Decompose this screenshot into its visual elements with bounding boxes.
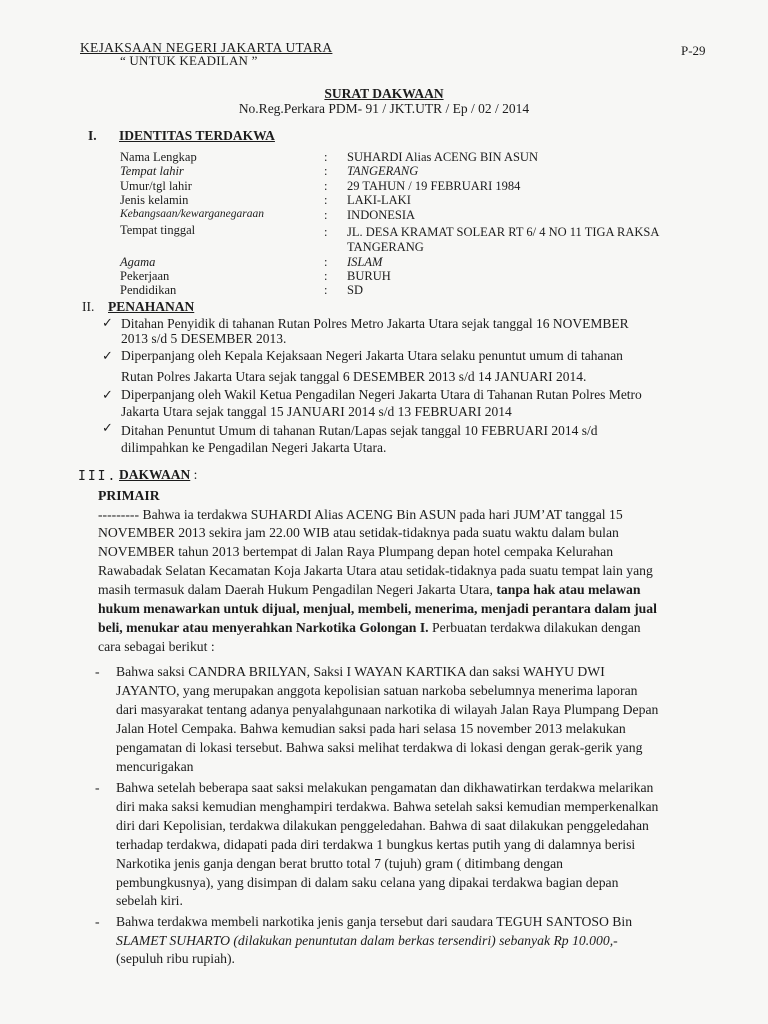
id-value-name: SUHARDI Alias ACENG BIN ASUN: [347, 150, 538, 164]
bullet-1-line-6: mencurigakan: [116, 759, 194, 774]
check-icon: ✓: [102, 420, 113, 435]
bullet-dash: -: [95, 664, 100, 679]
id-label-address: Tempat tinggal: [120, 223, 196, 237]
id-colon: :: [324, 225, 328, 239]
primair-line-1: --------- Bahwa ia terdakwa SUHARDI Alias ACENG Bin ASUN pada hari JUM’AT tanggal 15: [98, 507, 623, 522]
bullet-dash: -: [95, 914, 100, 929]
id-label-gender: Jenis kelamin: [120, 193, 189, 207]
bullet-3-line-1: Bahwa terdakwa membeli narkotika jenis ganja tersebut dari saudara TEGUH SANTOSO Bin: [116, 914, 633, 929]
id-colon: :: [324, 269, 328, 283]
bullet-dash: -: [95, 780, 100, 795]
id-label-occupation: Pekerjaan: [120, 269, 170, 283]
id-colon: :: [324, 150, 328, 164]
primair-line-5-text: masih termasuk dalam Daerah Hukum Pengadilan Negeri Jakarta Utara,: [98, 582, 493, 597]
id-colon: :: [324, 208, 328, 222]
primair-heading: PRIMAIR: [98, 488, 160, 503]
id-colon: :: [324, 179, 328, 193]
detention-item-2-line2: Rutan Polres Jakarta Utara sejak tanggal 6 DESEMBER 2013 s/d 14 JANUARI 2014.: [121, 369, 587, 384]
detention-item-3-line1: Diperpanjang oleh Wakil Ketua Pengadilan Negeri Jakarta Utara di Tahanan Rutan Polres Metro: [121, 387, 642, 402]
section-2-title: PENAHANAN: [108, 299, 195, 314]
office-name: KEJAKSAAN NEGERI JAKARTA UTARA: [80, 40, 333, 55]
bullet-2-line-2: diri maka saksi kemudian menghampiri terdakwa. Bahwa setelah saksi kemudian memperkenalkan: [116, 799, 659, 814]
section-3-heading: [119, 467, 197, 483]
bullet-3-line-3: (sepuluh ribu rupiah).: [116, 951, 235, 966]
primair-tail: Perbuatan terdakwa dilakukan dengan: [428, 620, 641, 635]
id-label-birthplace: Tempat lahir: [120, 164, 184, 178]
primair-line-7: [98, 620, 641, 636]
primair-line-3: NOVEMBER tahun 2013 bertempat di Jalan Raya Plumpang depan hotel cempaka Kelurahan: [98, 544, 614, 559]
primair-bold-a: tanpa hak atau melawan: [496, 582, 641, 597]
detention-item-2-line1: Diperpanjang oleh Kepala Kejaksaan Negeri Jakarta Utara selaku penuntut umum di tahanan: [121, 348, 623, 363]
primair-line-8: cara sebagai berikut :: [98, 639, 215, 654]
bullet-2-line-1: Bahwa setelah beberapa saat saksi melakukan pengamatan dan dikhawatirkan terdakwa melarikan: [116, 780, 654, 795]
detention-item-4-line1: Ditahan Penuntut Umum di tahanan Rutan/Lapas sejak tanggal 10 FEBRUARI 2014 s/d: [121, 423, 598, 438]
detention-item-1-line1: Ditahan Penyidik di tahanan Rutan Polres Metro Jakarta Utara sejak tanggal 16 NOVEMBER: [121, 316, 629, 331]
bullet-2-line-5: Narkotika jenis ganja dengan berat brutto total 7 (tujuh) gram ( ditimbang dengan: [116, 856, 563, 871]
detention-item-1-line2: 2013 s/d 5 DESEMBER 2013.: [121, 331, 287, 346]
bullet-1-line-4: Jalan Hotel Cempaka. Bahwa kemudian saksi pada hari selasa 15 november 2013 melakukan: [116, 721, 626, 736]
section-3-number: III.: [78, 469, 118, 484]
bullet-2-line-4: terhadap terdakwa, didapati pada diri terdakwa 1 bungkus kertas putih yang di dalamnya berisi: [116, 837, 636, 852]
bullet-1-line-5: pengamatan di lokasi tersebut. Bahwa saksi melihat terdakwa di lokasi dengan gerak-gerik yang: [116, 740, 643, 755]
detention-item-4-line2: dilimpahkan ke Pengadilan Negeri Jakarta Utara.: [121, 440, 387, 455]
office-motto: “ UNTUK KEADILAN ”: [120, 53, 258, 68]
section-1-number: I.: [88, 128, 97, 143]
primair-line-2: NOVEMBER 2013 sekira jam 22.00 WIB atau setidak-tidaknya pada suatu waktu dalam bulan: [98, 525, 619, 540]
bullet-2-line-7: sebelah kiri.: [116, 893, 183, 908]
id-value-birthplace: TANGERANG: [347, 164, 419, 178]
primair-line-5: [98, 582, 640, 598]
section-2-number: II.: [82, 299, 95, 314]
primair-line-4: Rawabadak Selatan Kecamatan Koja Jakarta Utara atau setidak-tidaknya pada suatu tempat lain yang: [98, 563, 653, 578]
id-label-name: Nama Lengkap: [120, 150, 197, 164]
document-title: SURAT DAKWAAN: [324, 86, 444, 101]
primair-bold-b: hukum menawarkan untuk dijual, menjual, membeli, menerima, menjadi perantara dalam jual: [98, 601, 657, 616]
id-label-education: Pendidikan: [120, 283, 177, 297]
bullet-1-line-1: Bahwa saksi CANDRA BRILYAN, Saksi I WAYAN KARTIKA dan saksi WAHYU DWI: [116, 664, 605, 679]
id-value-occupation: BURUH: [347, 269, 391, 283]
id-label-age: Umur/tgl lahir: [120, 179, 192, 193]
id-colon: :: [324, 164, 328, 178]
section-3-title-suffix: :: [190, 467, 198, 482]
id-colon: :: [324, 283, 328, 297]
id-value-address-line2: TANGERANG: [347, 240, 424, 254]
section-1-title: IDENTITAS TERDAKWA: [119, 128, 275, 143]
id-colon: :: [324, 255, 328, 269]
detention-item-3-line2: Jakarta Utara sejak tanggal 15 JANUARI 2014 s/d 13 FEBRUARI 2014: [121, 404, 512, 419]
id-value-age: 29 TAHUN / 19 FEBRUARI 1984: [347, 179, 521, 193]
bullet-2-line-3: diri dari Kepolisian, terdakwa dilakukan penggeledahan. Bahwa di saat dilakukan penggeledahan: [116, 818, 649, 833]
check-icon: ✓: [102, 348, 113, 363]
id-label-religion: Agama: [120, 255, 156, 269]
check-icon: ✓: [102, 387, 113, 402]
id-value-nationality: INDONESIA: [347, 208, 416, 222]
check-icon: ✓: [102, 315, 113, 330]
bullet-1-line-2: JAYANTO, yang merupakan anggota kepolisian satuan narkoba sebelumnya menerima laporan: [116, 683, 638, 698]
form-code: P-29: [681, 43, 706, 58]
registration-number: No.Reg.Perkara PDM- 91 / JKT.UTR / Ep / 02 / 2014: [238, 101, 530, 116]
bullet-3-line-2: [116, 933, 618, 949]
primair-bold-c: beli, menukar atau menyerahkan Narkotika Golongan I.: [98, 620, 429, 635]
bullet-1-line-3: dari masyarakat tentang adanya penyalahgunaan narkotika di wilayah Jalan Raya Plumpang Depan: [116, 702, 659, 717]
id-label-nationality: Kebangsaan/kewarganegaraan: [120, 208, 264, 220]
bullet-2-line-6: pembungkusnya), yang disimpan di dalam saku celana yang dipakai terdakwa bagian depan: [116, 875, 619, 890]
id-value-address: JL. DESA KRAMAT SOLEAR RT 6/ 4 NO 11 TIGA RAKSA: [347, 225, 660, 239]
section-3-title: DAKWAAN: [119, 467, 191, 482]
id-value-education: SD: [347, 283, 363, 297]
id-value-religion: ISLAM: [347, 255, 383, 269]
id-colon: :: [324, 193, 328, 207]
bullet-3-line-2-text: SLAMET SUHARTO (dilakukan penuntutan dalam berkas tersendiri) sebanyak Rp 10.000,-: [116, 933, 618, 948]
id-value-gender: LAKI-LAKI: [347, 193, 411, 207]
